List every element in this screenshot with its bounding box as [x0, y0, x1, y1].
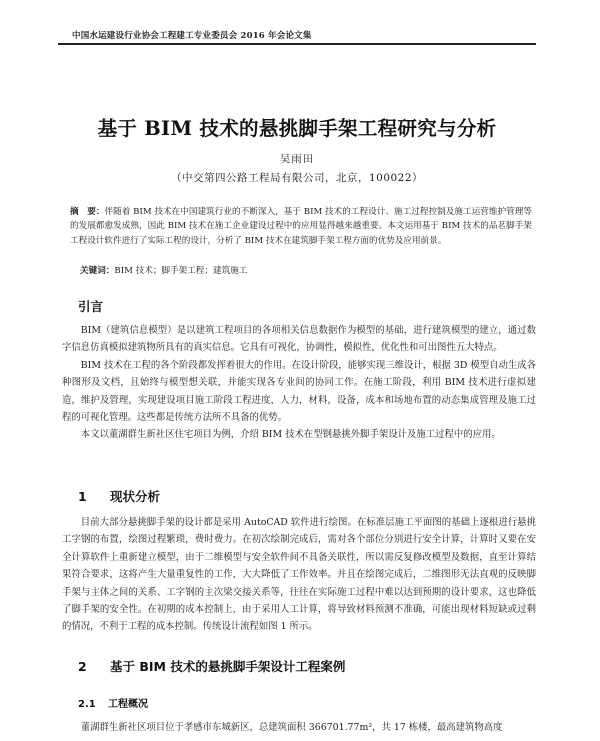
section-title: 基于 BIM 技术的悬挑脚手架设计工程案例 — [110, 659, 346, 674]
section-heading-2 — [78, 657, 345, 675]
abstract-text: 伴随着 BIM 技术在中国建筑行业的不断深入，基于 BIM 技术的工程设计、施工过程控制及施工运营维护管理等的发展都愈发成熟，因此 BIM 技术在施工企业建设过程中的应用显得越来越重要。本文运用基于 BIM 技术的品茗脚手架工程设计软件进行了实际工程的设计，分析了 BIM 技术在建筑脚手架工程方面的优势及应用前景。 — [70, 207, 532, 246]
section-heading-1 — [78, 487, 160, 505]
subsection-heading-2-1 — [78, 695, 148, 710]
author-name: 吴雨田 — [279, 153, 315, 165]
section-number: 2 — [78, 659, 87, 674]
intro-body — [62, 322, 536, 444]
section-number: 1 — [78, 489, 87, 504]
abstract — [70, 205, 532, 248]
section-title: 引言 — [78, 299, 104, 314]
section-heading-intro — [78, 297, 103, 315]
paragraph: BIM（建筑信息模型）是以建筑工程项目的各项相关信息数据作为模型的基础，进行建筑模型的建立，通过数字信息仿真模拟建筑物所具有的真实信息。它具有可视化，协调性，模拟性，优化性和可出图性五大特点。 — [62, 325, 536, 354]
section-title: 现状分析 — [110, 489, 161, 504]
abstract-label: 摘 要： — [70, 207, 105, 217]
running-header: 中国水运建设行业协会工程建工专业委员会 2016 年会论文集 — [72, 31, 312, 41]
keywords-label: 关键词： — [80, 266, 115, 276]
paragraph: 董湖群生新社区项目位于孝感市东城新区，总建筑面积 366701.77m²，共 17 栋楼，最高建筑物高度 — [80, 722, 503, 733]
section-2-1-body — [62, 719, 536, 736]
keywords-text: BIM 技术；脚手架工程；建筑施工 — [114, 266, 248, 276]
paper-title: 基于 BIM 技术的悬挑脚手架工程研究与分析 — [97, 117, 497, 140]
paragraph: 本文以董湖群生新社区住宅项目为例，介绍 BIM 技术在型钢悬挑外脚手架设计及施工过程中的应用。 — [80, 429, 501, 441]
paragraph: BIM 技术在工程的各个阶段都发挥着很大的作用。在设计阶段，能够实现三维设计，根据 3D 模型自动生成各种图形及文档，且始终与模型想关联，并能实现各专业间的协同工作。在施工阶段，利用 BIM 技术进行虚拟建造，维护及管理，实现建设项目施工阶段工程进度，人力，材料，设备，成本和场地布置的动态集成管理及施工过程的可视化管理。这些都是传统方法所不具备的优势。 — [62, 359, 536, 424]
section-1-body — [62, 514, 536, 636]
section-number: 2.1 — [78, 699, 96, 710]
header-rule — [58, 43, 536, 45]
paragraph: 目前大部分悬挑脚手架的设计都是采用 AutoCAD 软件进行绘图。在标准层施工平面图的基础上逐根进行悬挑工字钢的布置，绘图过程繁琐，费时费力。在初次绘制完成后，需对各个部位分别进行安全计算，计算时又要在安全计算软件上重新建立模型，由于二维模型与安全软件间不具备关联性，所以需反复修改模型及数据，直至计算结果符合要求，这将产生大量重复性的工作，大大降低了工作效率。并且在绘图完成后，二维图形无法直观的反映脚手架与主体之间的关系、工字钢的主次梁交接关系等，往往在实际施工过程中难以达到预期的设计要求，这也降低了脚手架的安全性。在初期的成本控制上，由于采用人工计算，将导致材料预测不准确，可能出现材料短缺或过剩的情况，不利于工程的成本控制。传统设计流程如图 1 所示。 — [62, 517, 536, 633]
keywords — [80, 264, 532, 278]
author-affiliation: （中交第四公路工程局有限公司，北京，100022） — [170, 172, 424, 184]
section-title: 工程概况 — [108, 699, 148, 710]
